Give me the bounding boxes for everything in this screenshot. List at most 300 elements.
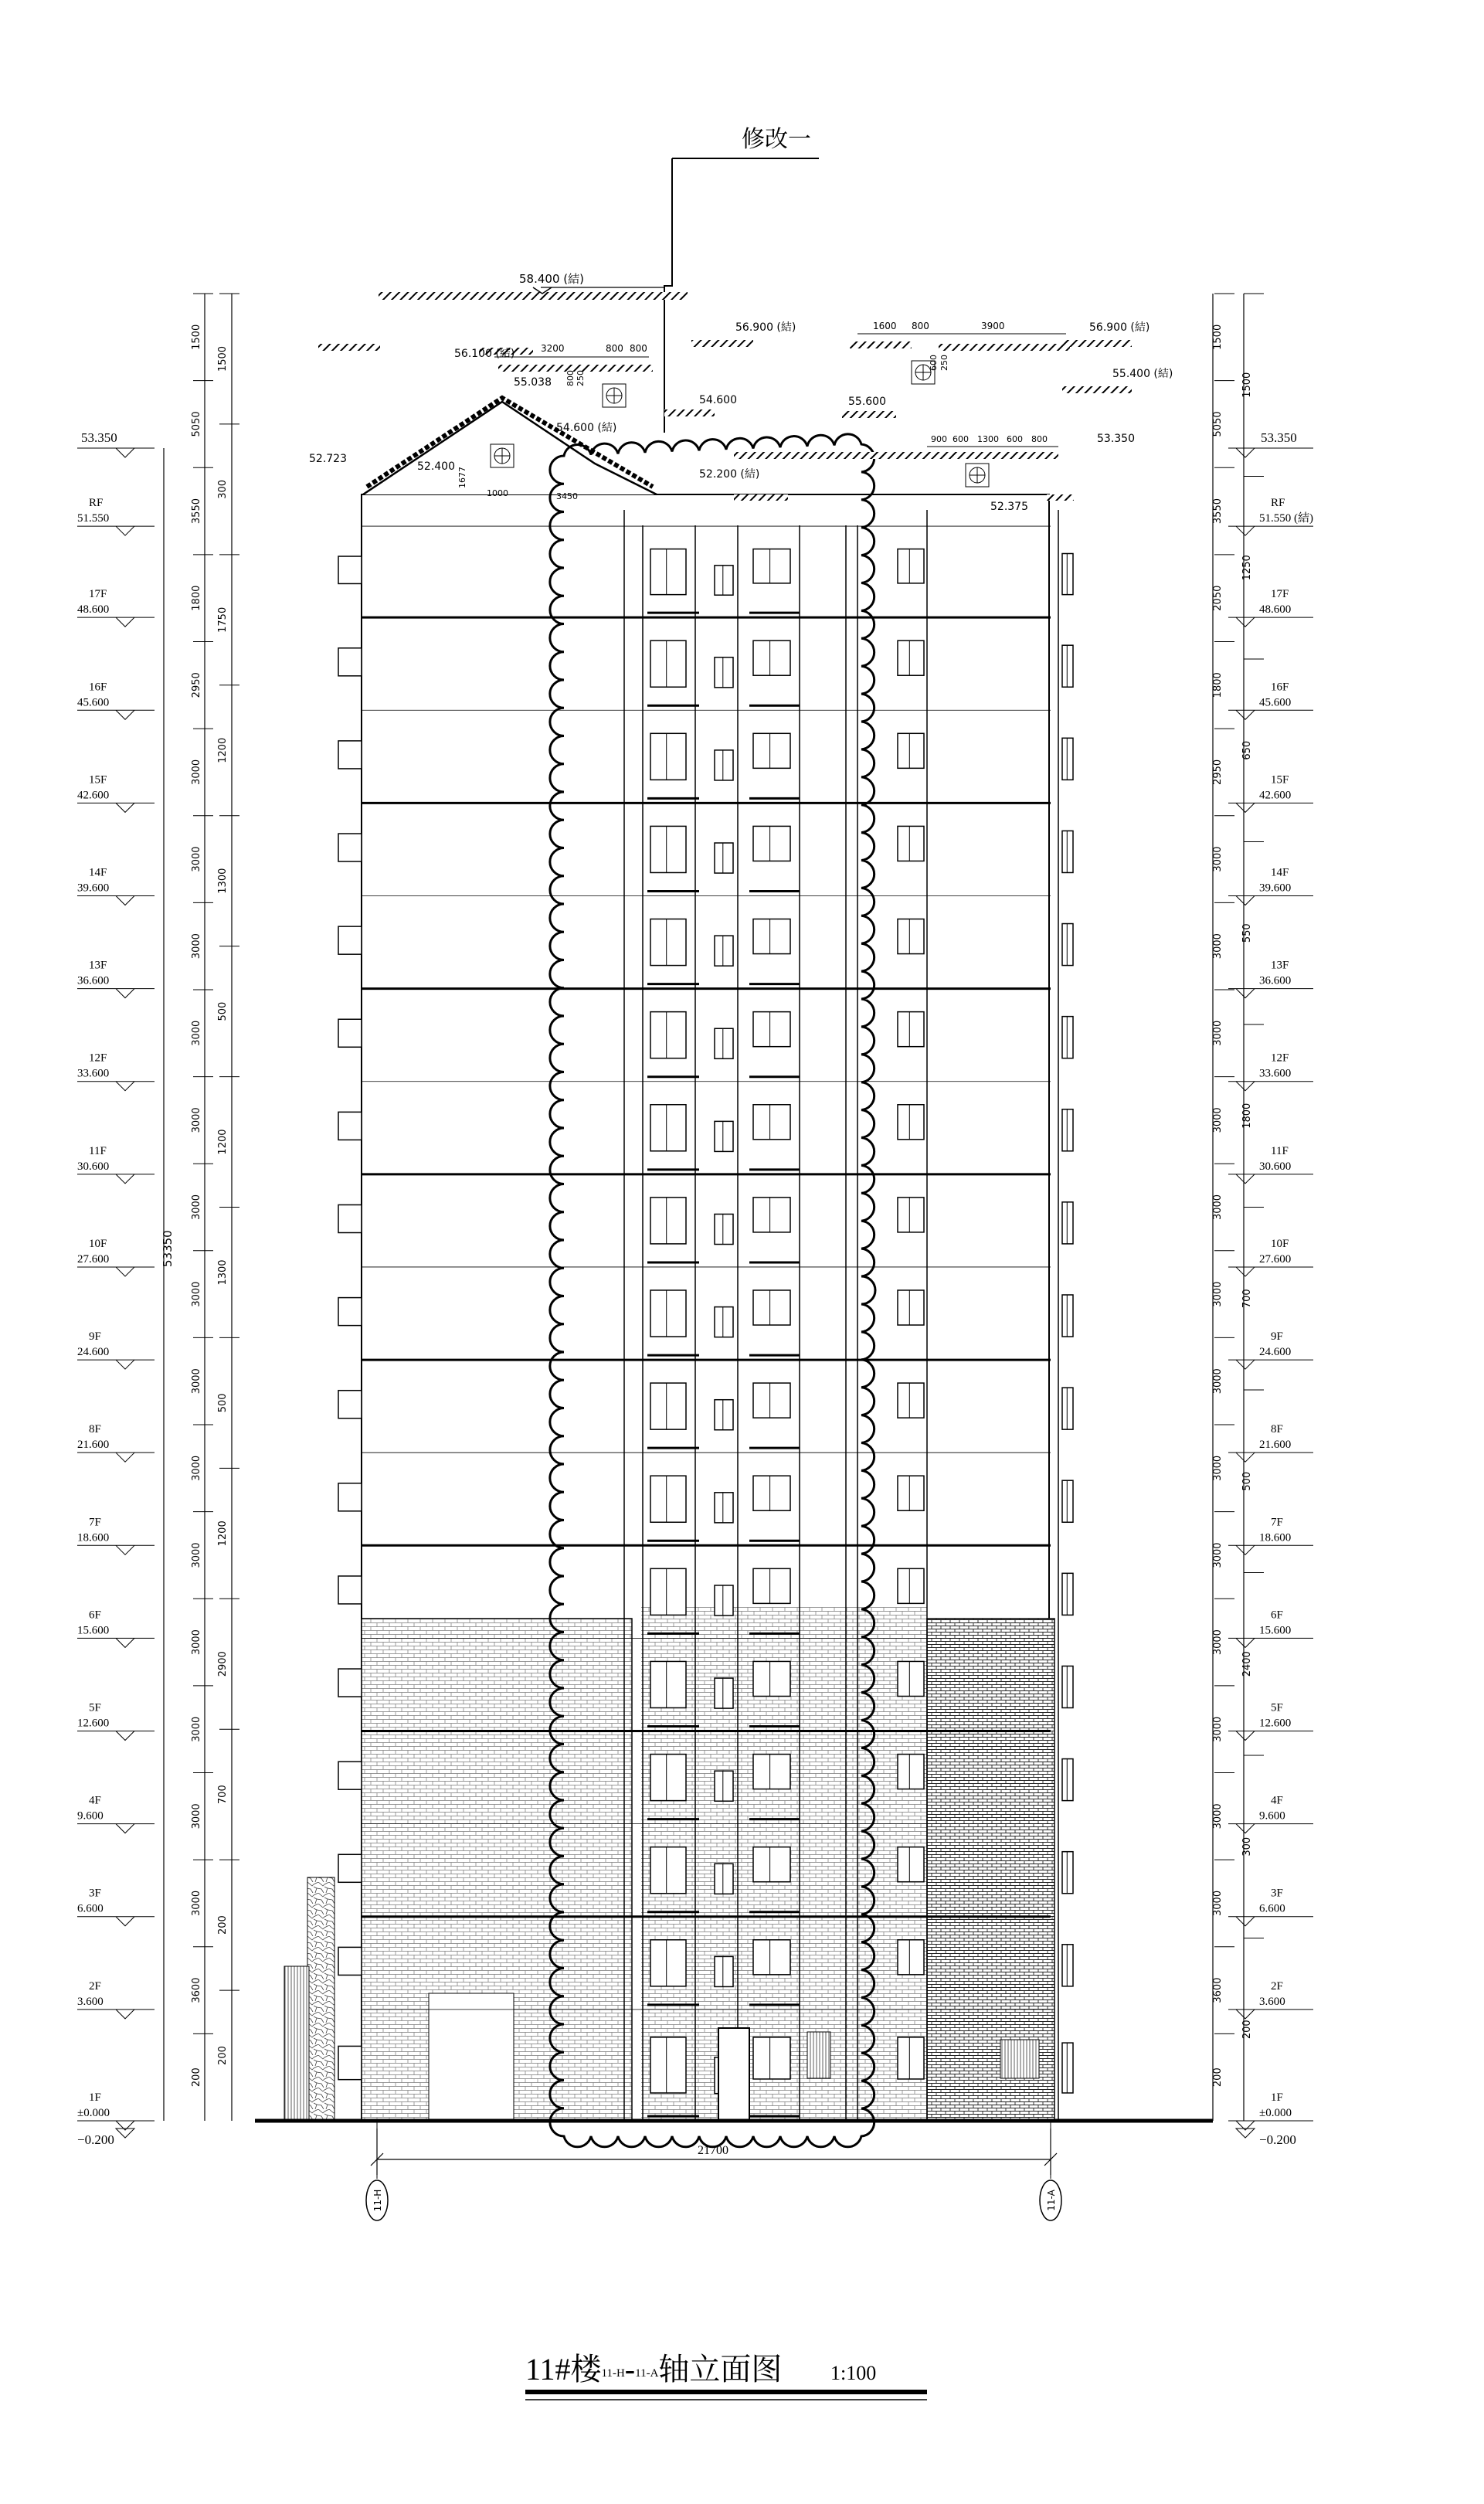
dim-value: 1200 bbox=[217, 1129, 229, 1155]
level-elev-right: 9.600 bbox=[1259, 1809, 1285, 1823]
level-elev-left: 21.600 bbox=[77, 1439, 110, 1452]
title-axis-from: 11-H bbox=[601, 2367, 625, 2380]
dim-value: 300 bbox=[217, 479, 229, 499]
dim-value: 1800 bbox=[1212, 672, 1224, 698]
window bbox=[338, 741, 362, 769]
level-marker bbox=[1236, 1360, 1255, 1369]
level-name-left: 8F bbox=[89, 1423, 101, 1436]
level-name-right: 2F bbox=[1271, 1979, 1283, 1993]
top-elev-right: 53.350 bbox=[1261, 430, 1297, 445]
window bbox=[898, 2037, 924, 2079]
dim-value: 200 bbox=[217, 1915, 229, 1935]
dim-value: 3000 bbox=[191, 1803, 202, 1830]
level-name-left: 14F bbox=[89, 866, 107, 879]
dim-value: 3000 bbox=[191, 1281, 202, 1307]
roof-dim-r5: 600 bbox=[953, 434, 969, 444]
level-name-right: 16F bbox=[1271, 681, 1289, 694]
dim-value: 2950 bbox=[1212, 759, 1224, 785]
window bbox=[753, 549, 790, 583]
window bbox=[338, 1576, 362, 1604]
level-elev-right: 48.600 bbox=[1259, 603, 1292, 617]
building-facade bbox=[284, 398, 1073, 2121]
window bbox=[715, 1771, 733, 1801]
window bbox=[650, 1661, 686, 1707]
level-marker bbox=[116, 1082, 134, 1091]
level-marker bbox=[116, 1917, 134, 1926]
level-marker bbox=[116, 1545, 134, 1554]
window bbox=[753, 1568, 790, 1603]
louver bbox=[807, 2032, 830, 2078]
level-elev-right: 42.600 bbox=[1259, 789, 1292, 802]
level-elev-left: 15.600 bbox=[77, 1624, 110, 1637]
window bbox=[715, 1956, 733, 1986]
level-elev-left: 9.600 bbox=[77, 1809, 104, 1823]
level-marker bbox=[116, 710, 134, 719]
dim-value: 2950 bbox=[191, 672, 202, 698]
dim-value: 200 bbox=[1212, 2067, 1224, 2088]
roof-parapet-right bbox=[734, 452, 1058, 459]
level-name-right: 14F bbox=[1271, 866, 1289, 879]
window bbox=[898, 1012, 924, 1047]
window bbox=[1062, 1388, 1073, 1429]
roof-dim-r6: 1300 bbox=[977, 434, 999, 444]
overall-height-dim-left: 53350 bbox=[161, 1230, 175, 1267]
level-name-right: 7F bbox=[1271, 1516, 1283, 1529]
window bbox=[338, 1019, 362, 1047]
level-elev-right: 12.600 bbox=[1259, 1717, 1292, 1730]
window bbox=[898, 919, 924, 954]
dim-value: 3000 bbox=[1212, 1368, 1224, 1395]
level-elev-left: 12.600 bbox=[77, 1717, 110, 1730]
dim-value: 2050 bbox=[1212, 585, 1224, 611]
level-marker bbox=[116, 2010, 134, 2019]
window bbox=[1062, 1573, 1073, 1615]
window bbox=[753, 919, 790, 954]
roof-mark-ridge: 58.400 (結) bbox=[519, 272, 584, 286]
roof-ridge-slab bbox=[379, 292, 688, 300]
window bbox=[715, 750, 733, 780]
window bbox=[898, 1940, 924, 1975]
level-elev-left: 45.600 bbox=[77, 696, 110, 709]
level-elev-left: 51.550 bbox=[77, 512, 110, 525]
roof-mark-54600b: 54.600 bbox=[699, 394, 737, 406]
level-name-right: 11F bbox=[1271, 1144, 1289, 1157]
window bbox=[898, 1476, 924, 1510]
level-name-left: 16F bbox=[89, 681, 107, 694]
dim-value: 3000 bbox=[191, 759, 202, 785]
ground-elev-right: −0.200 bbox=[1259, 2132, 1296, 2147]
roof-dim-v5: 3450 bbox=[556, 491, 578, 501]
window bbox=[338, 1483, 362, 1511]
window bbox=[715, 657, 733, 688]
window bbox=[650, 1105, 686, 1151]
roof-dim-v1: 800 bbox=[565, 370, 576, 386]
drawing-title bbox=[525, 2352, 927, 2400]
window bbox=[1062, 645, 1073, 687]
window bbox=[650, 826, 686, 872]
window bbox=[715, 1121, 733, 1151]
title-text bbox=[525, 2352, 782, 2387]
window bbox=[753, 1012, 790, 1047]
level-marker bbox=[1236, 895, 1255, 905]
window bbox=[650, 1476, 686, 1522]
dim-value: 1500 bbox=[191, 324, 202, 350]
dim-value: 650 bbox=[1241, 740, 1253, 760]
window bbox=[338, 2046, 362, 2079]
dim-value: 3550 bbox=[191, 498, 202, 525]
entrance-canopy bbox=[429, 1993, 514, 2121]
level-elev-right: 27.600 bbox=[1259, 1252, 1292, 1266]
window bbox=[338, 1762, 362, 1789]
ground-elev-left: −0.200 bbox=[77, 2132, 114, 2147]
window bbox=[650, 1568, 686, 1615]
level-marker bbox=[116, 989, 134, 998]
window bbox=[715, 1400, 733, 1430]
level-elev-right: 39.600 bbox=[1259, 882, 1292, 895]
level-elev-left: 27.600 bbox=[77, 1252, 110, 1266]
window bbox=[650, 549, 686, 595]
window bbox=[1062, 2043, 1073, 2093]
window bbox=[1062, 1666, 1073, 1707]
window bbox=[715, 1493, 733, 1523]
dim-value: 5050 bbox=[1212, 411, 1224, 437]
dim-value: 3000 bbox=[1212, 1194, 1224, 1221]
window bbox=[338, 1391, 362, 1418]
level-name-right: 8F bbox=[1271, 1423, 1283, 1436]
level-marker bbox=[116, 1731, 134, 1741]
level-elev-right: 6.600 bbox=[1259, 1902, 1285, 1915]
roof-dim-r3: 3900 bbox=[981, 321, 1005, 331]
level-elev-right: 33.600 bbox=[1259, 1067, 1292, 1080]
dim-value: 3000 bbox=[191, 1890, 202, 1916]
level-name-left: 13F bbox=[89, 959, 107, 972]
revision-note: 修改一 bbox=[742, 126, 811, 153]
level-elev-right: 36.600 bbox=[1259, 974, 1292, 987]
window bbox=[1062, 1852, 1073, 1894]
dim-value: 1300 bbox=[217, 1259, 229, 1286]
dim-value: 3000 bbox=[1212, 1107, 1224, 1133]
dim-value: 3000 bbox=[191, 1629, 202, 1656]
stone-base bbox=[307, 1877, 334, 2121]
window bbox=[715, 566, 733, 595]
level-name-left: 9F bbox=[89, 1330, 101, 1344]
level-marker bbox=[1236, 1452, 1255, 1462]
level-marker bbox=[116, 1452, 134, 1462]
window bbox=[1062, 1109, 1073, 1151]
window bbox=[338, 1854, 362, 1882]
level-elev-right: 45.600 bbox=[1259, 696, 1292, 709]
roof-dim-r2: 800 bbox=[912, 321, 929, 331]
dim-value: 3000 bbox=[191, 933, 202, 960]
low-wall bbox=[284, 1966, 309, 2121]
dim-value: 200 bbox=[1241, 2020, 1253, 2040]
window bbox=[753, 2037, 790, 2079]
top-elev-left: 53.350 bbox=[81, 430, 117, 445]
roof-dim-v6: 600 bbox=[929, 355, 939, 371]
roof-dim-l2: 800 bbox=[606, 343, 623, 354]
level-marker bbox=[1236, 1824, 1255, 1833]
level-name-left: 15F bbox=[89, 773, 107, 787]
roof-mark-53350: 53.350 bbox=[1097, 433, 1135, 445]
roof-mark-52200: 52.200 (結) bbox=[699, 468, 760, 481]
level-elev-right: 30.600 bbox=[1259, 1160, 1292, 1173]
roof-mark-55038: 55.038 bbox=[514, 376, 552, 389]
roof-dim-v7: 250 bbox=[939, 355, 949, 371]
level-name-right: 15F bbox=[1271, 773, 1289, 787]
dim-value: 1750 bbox=[217, 606, 229, 633]
dim-value: 1500 bbox=[217, 345, 229, 372]
dim-value: 1500 bbox=[1241, 372, 1253, 398]
overall-width-value: 21700 bbox=[698, 2144, 728, 2157]
level-elev-right: 24.600 bbox=[1259, 1346, 1292, 1359]
level-name-left: 11F bbox=[89, 1144, 107, 1157]
window bbox=[753, 1755, 790, 1789]
dim-value: 3000 bbox=[191, 1194, 202, 1221]
dim-value: 3000 bbox=[1212, 1890, 1224, 1916]
window bbox=[1062, 924, 1073, 966]
dim-value: 700 bbox=[1241, 1289, 1253, 1309]
window bbox=[650, 2037, 686, 2093]
window bbox=[650, 733, 686, 780]
level-elev-right: 21.600 bbox=[1259, 1439, 1292, 1452]
window bbox=[753, 1383, 790, 1418]
window bbox=[715, 1214, 733, 1244]
roof-dim-v2: 250 bbox=[576, 370, 586, 386]
level-name-left: 4F bbox=[89, 1794, 101, 1807]
roof-mark-54600a: 54.600 (結) bbox=[556, 422, 617, 434]
title-suffix: 轴立面图 bbox=[658, 2352, 783, 2387]
dim-value: 1250 bbox=[1241, 555, 1253, 581]
window bbox=[715, 1028, 733, 1058]
level-elev-left: ±0.000 bbox=[77, 2107, 110, 2119]
title-prefix: 11#楼 bbox=[525, 2352, 602, 2387]
dim-value: 3000 bbox=[1212, 1542, 1224, 1568]
window bbox=[1062, 1202, 1073, 1244]
window bbox=[650, 919, 686, 966]
roof-dim-l3: 800 bbox=[630, 343, 647, 354]
level-marker bbox=[116, 803, 134, 812]
roof-mark-left-top: 56.900 (結) bbox=[735, 321, 796, 334]
title-scale: 1:100 bbox=[830, 2362, 877, 2384]
window bbox=[650, 1290, 686, 1337]
level-elev-right: 15.600 bbox=[1259, 1624, 1292, 1637]
level-marker bbox=[1236, 710, 1255, 719]
window bbox=[338, 834, 362, 861]
level-marker bbox=[1236, 1731, 1255, 1741]
window bbox=[898, 1661, 924, 1696]
level-marker bbox=[116, 1824, 134, 1833]
window bbox=[715, 1864, 733, 1894]
level-elev-left: 48.600 bbox=[77, 603, 110, 617]
window bbox=[715, 1678, 733, 1708]
level-marker bbox=[116, 1174, 134, 1184]
window bbox=[1062, 831, 1073, 872]
window bbox=[650, 1012, 686, 1058]
window bbox=[753, 826, 790, 861]
window bbox=[898, 549, 924, 583]
grid-axis-right-label: 11-A bbox=[1046, 2190, 1057, 2211]
grid-axis-right bbox=[1040, 2121, 1061, 2220]
level-marker bbox=[116, 526, 134, 535]
entrance-door bbox=[718, 2028, 749, 2121]
level-name-left: 1F bbox=[89, 2091, 101, 2104]
dim-value: 500 bbox=[217, 1001, 229, 1021]
level-marker bbox=[116, 1360, 134, 1369]
roof-dim-l1: 3200 bbox=[541, 343, 565, 354]
window bbox=[1062, 1295, 1073, 1337]
window bbox=[338, 1947, 362, 1975]
window bbox=[753, 1847, 790, 1882]
level-elev-left: 18.600 bbox=[77, 1531, 110, 1544]
roof-dim-r4: 900 bbox=[931, 434, 947, 444]
level-marker bbox=[1236, 989, 1255, 998]
level-name-right: 3F bbox=[1271, 1887, 1283, 1900]
level-name-right: 1F bbox=[1271, 2091, 1283, 2104]
dim-value: 3000 bbox=[191, 1542, 202, 1568]
dim-value: 2900 bbox=[217, 1651, 229, 1677]
dim-value: 1800 bbox=[191, 585, 202, 611]
level-elev-left: 42.600 bbox=[77, 789, 110, 802]
level-marker bbox=[1236, 1082, 1255, 1091]
window bbox=[898, 1383, 924, 1418]
dim-value: 3000 bbox=[191, 1716, 202, 1742]
window bbox=[650, 640, 686, 687]
level-name-right: 4F bbox=[1271, 1794, 1283, 1807]
window bbox=[338, 556, 362, 583]
level-marker bbox=[1236, 617, 1255, 627]
dim-value: 3000 bbox=[191, 1107, 202, 1133]
level-elev-left: 6.600 bbox=[77, 1902, 104, 1915]
window bbox=[898, 1105, 924, 1140]
level-name-left: 2F bbox=[89, 1979, 101, 1993]
window bbox=[1062, 1759, 1073, 1801]
dim-value: 3000 bbox=[1212, 1281, 1224, 1307]
dim-value: 3000 bbox=[1212, 846, 1224, 872]
window bbox=[753, 1476, 790, 1510]
grid-axis-left bbox=[366, 2121, 388, 2220]
window bbox=[898, 1847, 924, 1882]
level-name-right: 6F bbox=[1271, 1609, 1283, 1622]
dim-value: 3000 bbox=[191, 1020, 202, 1046]
dim-value: 3600 bbox=[191, 1977, 202, 2003]
title-axis-to: 11-A bbox=[635, 2367, 659, 2380]
window bbox=[898, 1198, 924, 1232]
roof-mark-52375: 52.375 bbox=[990, 501, 1028, 513]
level-marker bbox=[1236, 1638, 1255, 1647]
window bbox=[753, 1661, 790, 1696]
level-name-right: 17F bbox=[1271, 588, 1289, 601]
level-marker bbox=[1236, 1917, 1255, 1926]
level-name-right: 10F bbox=[1271, 1237, 1289, 1250]
title-dash: - bbox=[624, 2352, 636, 2387]
level-elev-left: 30.600 bbox=[77, 1160, 110, 1173]
dim-value: 3000 bbox=[1212, 1803, 1224, 1830]
window bbox=[338, 1298, 362, 1326]
window bbox=[1062, 1945, 1073, 1986]
window bbox=[338, 926, 362, 954]
window bbox=[650, 1383, 686, 1429]
level-marker bbox=[116, 895, 134, 905]
window bbox=[898, 1755, 924, 1789]
window bbox=[898, 1568, 924, 1603]
window bbox=[715, 843, 733, 873]
window bbox=[338, 1112, 362, 1140]
roof-mark-55600: 55.600 bbox=[848, 396, 886, 408]
window bbox=[898, 1290, 924, 1325]
dim-value: 3000 bbox=[1212, 1455, 1224, 1481]
level-marker bbox=[116, 617, 134, 627]
level-name-left: 5F bbox=[89, 1701, 101, 1714]
level-name-left: 12F bbox=[89, 1052, 107, 1065]
window bbox=[715, 936, 733, 966]
window bbox=[753, 1105, 790, 1140]
level-marker bbox=[116, 1267, 134, 1276]
dim-value: 1300 bbox=[217, 868, 229, 894]
window bbox=[338, 1204, 362, 1232]
level-elev-right: 3.600 bbox=[1259, 1995, 1285, 2008]
roof-dim-v3: 1677 bbox=[457, 467, 467, 488]
level-marker bbox=[116, 1638, 134, 1647]
dim-value: 500 bbox=[1241, 1471, 1253, 1491]
gable-roof bbox=[363, 402, 657, 494]
level-elev-left: 3.600 bbox=[77, 1995, 104, 2008]
dim-value: 2400 bbox=[1241, 1651, 1253, 1677]
window bbox=[898, 826, 924, 861]
level-marker bbox=[1236, 1267, 1255, 1276]
dim-value: 300 bbox=[1241, 1836, 1253, 1857]
dim-value: 1500 bbox=[1212, 324, 1224, 350]
dim-value: 3000 bbox=[191, 1455, 202, 1481]
roof-mark-left-mid: 56.100 (結) bbox=[454, 348, 515, 360]
dim-value: 550 bbox=[1241, 923, 1253, 943]
dim-value: 3000 bbox=[1212, 1629, 1224, 1656]
level-elev-left: 39.600 bbox=[77, 882, 110, 895]
roof-dim-v4: 1000 bbox=[487, 488, 508, 498]
dim-value: 1200 bbox=[217, 1520, 229, 1547]
roof-mark-right-mid: 55.400 (結) bbox=[1112, 368, 1173, 380]
roof-dim-r1: 1600 bbox=[873, 321, 897, 331]
dim-value: 200 bbox=[191, 2067, 202, 2088]
dim-value: 1800 bbox=[1241, 1103, 1253, 1129]
window bbox=[715, 1307, 733, 1337]
dim-value: 200 bbox=[217, 2046, 229, 2065]
level-elev-left: 24.600 bbox=[77, 1346, 110, 1359]
grid-axis-left-label: 11-H bbox=[372, 2189, 383, 2212]
dim-value: 5050 bbox=[191, 411, 202, 437]
level-name-left: 7F bbox=[89, 1516, 101, 1529]
window bbox=[753, 733, 790, 768]
level-name-left: 10F bbox=[89, 1237, 107, 1250]
dim-value: 3000 bbox=[1212, 933, 1224, 960]
roof-mark-52723: 52.723 bbox=[309, 453, 347, 465]
level-elev-left: 36.600 bbox=[77, 974, 110, 987]
window bbox=[753, 640, 790, 675]
window bbox=[1062, 1480, 1073, 1522]
roof-mark-right-top: 56.900 (結) bbox=[1089, 321, 1150, 334]
window bbox=[715, 1585, 733, 1616]
level-name-left: 17F bbox=[89, 588, 107, 601]
window bbox=[1062, 1017, 1073, 1058]
level-marker bbox=[1236, 526, 1255, 535]
level-name-right: 9F bbox=[1271, 1330, 1283, 1344]
dim-value: 1200 bbox=[217, 737, 229, 763]
floor-levels-left bbox=[77, 497, 155, 2130]
level-elev-right: 51.550 (結) bbox=[1259, 512, 1313, 525]
window bbox=[650, 1847, 686, 1894]
dim-value: 3000 bbox=[191, 1368, 202, 1395]
roof-dim-r7: 600 bbox=[1007, 434, 1023, 444]
level-name-right: 13F bbox=[1271, 959, 1289, 972]
